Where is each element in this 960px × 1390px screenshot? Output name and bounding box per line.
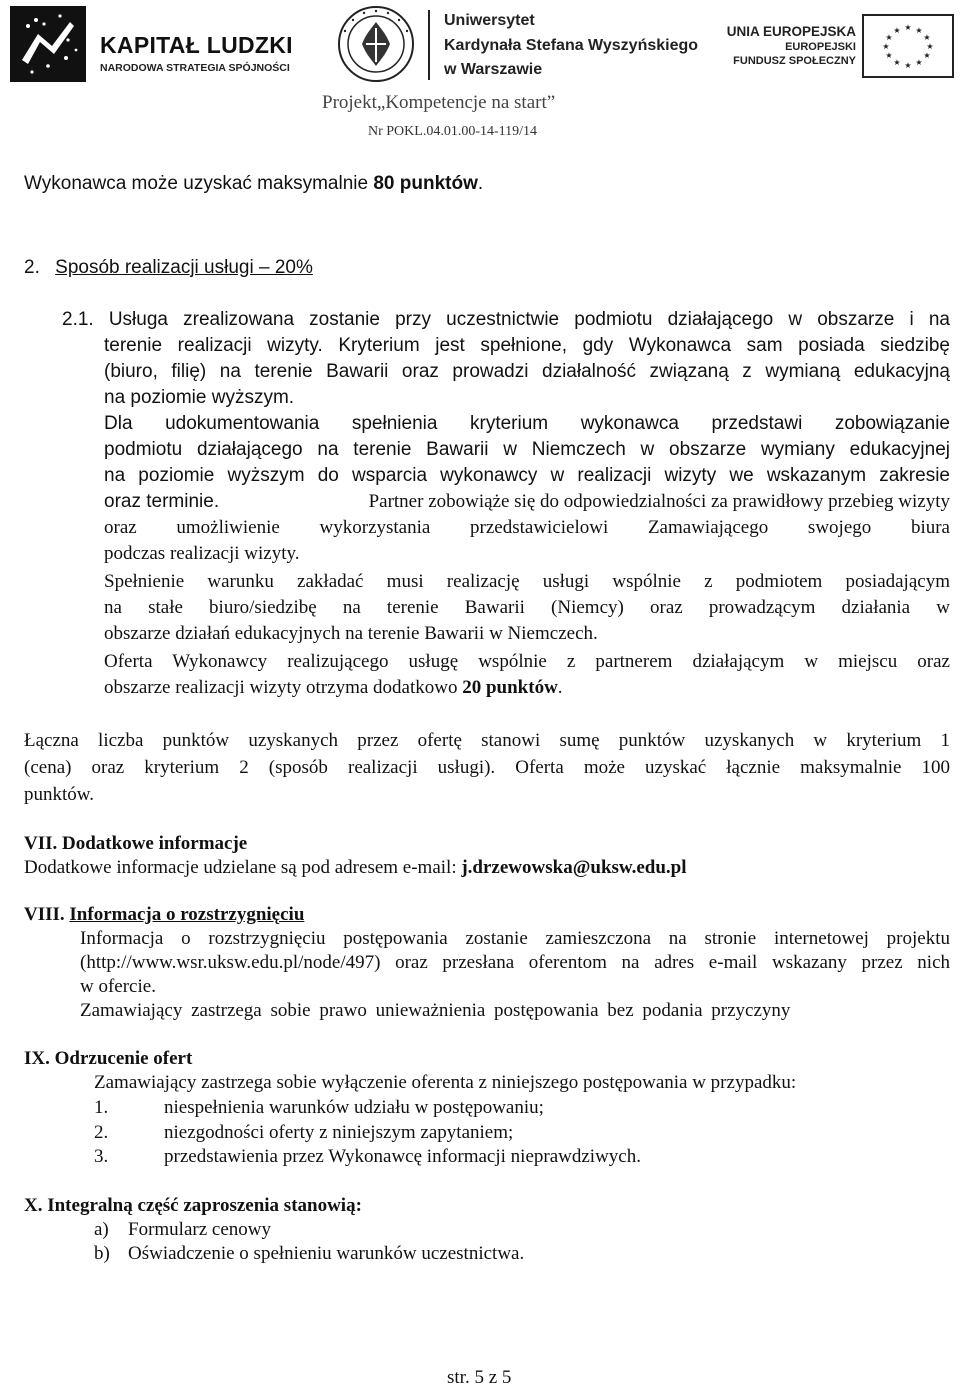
- section-x-title: X. Integralną część zaproszenia stanowią:: [24, 1195, 362, 1216]
- sum-line-1: Łączna liczba punktów uzyskanych przez ofertę stanowi sumę punktów uzyskanych w kryterium 1: [24, 730, 950, 751]
- section-viii-number: VIII.: [24, 904, 70, 925]
- university-seal-icon: [336, 4, 416, 84]
- list-item-text: przedstawienia przez Wykonawcę informacji nieprawdziwych.: [164, 1146, 641, 1167]
- criterion-line-2: terenie realizacji wizyty. Kryterium jest spełnione, gdy Wykonawca sam posiada siedzibę: [104, 335, 950, 356]
- list-item: [94, 1145, 641, 1169]
- eu-fund-line2: FUNDUSZ SPOŁECZNY: [733, 55, 856, 67]
- criterion-line-14: Oferta Wykonawcy realizującego usługę wspólnie z partnerem działającym w miejscu oraz: [104, 651, 950, 672]
- list-item-letter: a): [94, 1219, 109, 1240]
- list-item-number: 3.: [94, 1146, 109, 1167]
- eu-fund-line1: EUROPEJSKI: [785, 41, 856, 53]
- intro-points: 80 punktów: [373, 173, 478, 194]
- list-item: [94, 1242, 524, 1266]
- section-2-title: Sposób realizacji usługi – 20%: [55, 257, 313, 278]
- list-item-letter: b): [94, 1243, 110, 1264]
- kapital-ludzki-subtitle: NARODOWA STRATEGIA SPÓJNOŚCI: [100, 62, 290, 74]
- university-name-line3: w Warszawie: [444, 61, 543, 78]
- criterion-line-10: podczas realizacji wizyty.: [104, 543, 300, 564]
- criterion-line-13: obszarze działań edukacyjnych na terenie Bawarii w Niemczech.: [104, 623, 598, 644]
- section-viii-line-2: (http://www.wsr.uksw.edu.pl/node/497) oraz przesłana oferentom na adres e-mail wskazany przez nich: [80, 952, 950, 973]
- list-item: [94, 1218, 271, 1242]
- criterion-line-6: podmiotu działającego na terenie Bawarii w Niemczech w obszarze wymiany edukacyjnej: [104, 439, 950, 460]
- section-vii-text: [24, 856, 687, 880]
- svg-text:★: ★: [904, 23, 912, 32]
- list-item-text: niespełnienia warunków udziału w postępowaniu;: [164, 1097, 544, 1118]
- page-number: str. 5 z 5: [447, 1367, 512, 1388]
- university-divider: [428, 10, 430, 80]
- intro-paragraph: [24, 172, 483, 196]
- section-ix-intro: Zamawiający zastrzega sobie wyłączenie oferenta z niniejszego postępowania w przypadku:: [94, 1072, 797, 1093]
- criterion-line-12: na stałe biuro/siedzibę na terenie Bawarii (Niemcy) oraz prowadzącym działania w: [104, 597, 950, 618]
- svg-text:★: ★: [904, 61, 912, 70]
- list-item-number: 1.: [94, 1097, 109, 1118]
- contact-email-link[interactable]: j.drzewowska@uksw.edu.pl: [461, 857, 687, 878]
- kapital-ludzki-logo: [8, 4, 308, 84]
- header: [0, 0, 960, 150]
- section-vii-title: VII. Dodatkowe informacje: [24, 833, 248, 854]
- criterion-line-7: na poziomie wyższym do wsparcia wykonawcy w realizacji wizyty we wskazanym zakresie: [104, 465, 950, 486]
- intro-text: Wykonawca może uzyskać maksymalnie: [24, 173, 374, 194]
- list-item: [94, 1096, 544, 1120]
- bonus-points: 20 punktów: [462, 677, 558, 698]
- intro-period: .: [477, 173, 484, 194]
- section-2-number: 2.: [24, 257, 40, 278]
- criterion-line-4: na poziomie wyższym.: [104, 387, 295, 408]
- criterion-line-8-b: Partner zobowiąże się do odpowiedzialności za prawidłowy przebieg wizyty: [368, 491, 950, 512]
- criterion-line-15-a: obszarze realizacji wizyty otrzyma dodatkowo: [104, 677, 463, 698]
- criterion-line-8: [104, 490, 950, 514]
- university-logo: [336, 4, 699, 84]
- criterion-line-3: (biuro, filię) na terenie Bawarii oraz prowadzi działalność związaną z wymianą edukacyjną: [104, 361, 950, 382]
- criterion-line-5: Dla udokumentowania spełnienia kryterium wykonawca przedstawi zobowiązanie: [104, 413, 950, 434]
- criterion-line-9: oraz umożliwienie wykorzystania przedstawicielowi Zamawiającego swojego biura: [104, 517, 950, 538]
- svg-text:★: ★: [893, 26, 901, 35]
- list-item-text: Oświadczenie o spełnieniu warunków uczestnictwa.: [128, 1243, 525, 1264]
- section-viii-line-3: w ofercie.: [80, 976, 156, 997]
- section-ix-title: IX. Odrzucenie ofert: [24, 1048, 193, 1069]
- section-2-heading: [24, 256, 313, 280]
- list-item-number: 2.: [94, 1122, 109, 1143]
- university-name-line1: Uniwersytet: [444, 12, 535, 29]
- criterion-line-15-c: .: [557, 677, 563, 698]
- list-item-text: niezgodności oferty z niniejszym zapytaniem;: [164, 1122, 514, 1143]
- svg-text:★: ★: [885, 51, 893, 60]
- svg-text:★: ★: [882, 42, 890, 51]
- list-item-text: Formularz cenowy: [128, 1219, 271, 1240]
- sum-line-3: punktów.: [24, 784, 95, 805]
- svg-text:★: ★: [893, 58, 901, 67]
- criterion-line-11: Spełnienie warunku zakładać musi realizację usługi wspólnie z podmiotem posiadającym: [104, 571, 950, 592]
- section-viii-line-4: Zamawiający zastrzega sobie prawo unieważnienia postępowania bez podania przyczyny: [80, 1000, 791, 1021]
- svg-text:★: ★: [915, 26, 923, 35]
- criterion-line-8-a: oraz terminie.: [104, 491, 220, 512]
- eu-title: UNIA EUROPEJSKA: [726, 24, 856, 39]
- kapital-ludzki-emblem-icon: [8, 4, 88, 84]
- list-item: [94, 1121, 513, 1145]
- eu-flag-icon: [862, 14, 954, 78]
- university-name-line2: Kardynała Stefana Wyszyńskiego: [444, 37, 699, 54]
- project-title: Projekt„Kompetencje na start”: [322, 92, 556, 113]
- section-viii-title: Informacja o rozstrzygnięciu: [69, 904, 305, 925]
- svg-text:★: ★: [923, 33, 931, 42]
- svg-text:★: ★: [915, 58, 923, 67]
- criterion-line-15: [104, 676, 563, 700]
- svg-text:★: ★: [923, 51, 931, 60]
- section-viii-line-1: Informacja o rozstrzygnięciu postępowania zostanie zamieszczona na stronie internetowej projektu: [80, 928, 950, 949]
- svg-text:★: ★: [885, 33, 893, 42]
- svg-text:★: ★: [926, 42, 934, 51]
- criterion-line-1: 2.1. Usługa zrealizowana zostanie przy uczestnictwie podmiotu działającego w obszarze i na: [62, 309, 950, 330]
- section-vii-label: Dodatkowe informacje udzielane są pod adresem e-mail:: [24, 857, 462, 878]
- project-number: Nr POKL.04.01.00-14-119/14: [368, 124, 538, 139]
- sum-line-2: (cena) oraz kryterium 2 (sposób realizacji usługi). Oferta może uzyskać łącznie maksymalnie 100: [24, 757, 950, 778]
- kapital-ludzki-title: KAPITAŁ LUDZKI: [100, 32, 293, 58]
- section-viii-heading: [24, 903, 304, 927]
- eu-logo: [728, 10, 956, 80]
